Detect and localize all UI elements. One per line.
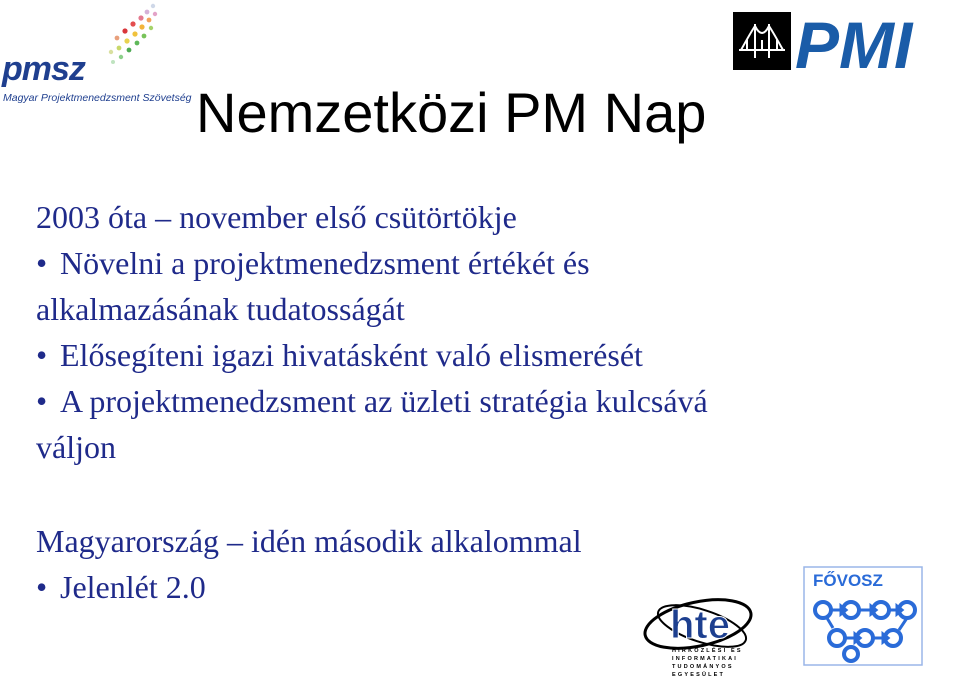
bullet-item-strategy (36, 378, 936, 424)
hte-subtitle-4: EGYESÜLET (672, 672, 726, 678)
hte-wordmark: hte (670, 603, 730, 647)
bullet-text: Jelenlét 2.0 (60, 569, 206, 605)
hte-subtitle-2: INFORMATIKAI (672, 656, 739, 662)
hte-logo (640, 590, 780, 681)
bullet-item-presence (36, 564, 936, 610)
bullet-icon: • (36, 245, 48, 281)
bullet-item-value (36, 240, 936, 286)
pmsz-dots-graphic (95, 0, 165, 70)
since-line: 2003 óta – november első csütörtökje (36, 199, 517, 235)
fovosz-logo (803, 566, 923, 666)
pmi-wordmark: PMI (795, 10, 913, 74)
hte-subtitle-1: HÍRKÖZLÉSI ÉS (672, 648, 743, 654)
bullet-icon: • (36, 337, 48, 373)
bullet-text: Elősegíteni igazi hivatásként való elismerését (60, 337, 643, 373)
pmi-logo (733, 10, 953, 74)
bullet-continuation: alkalmazásának tudatosságát (36, 291, 405, 327)
spacer (36, 470, 936, 518)
bullet-continuation: váljon (36, 429, 116, 465)
pmsz-subtitle: Magyar Projektmenedzsment Szövetség (3, 92, 192, 104)
hungary-line: Magyarország – idén második alkalommal (36, 523, 582, 559)
pmsz-logo (0, 0, 200, 110)
fovosz-wordmark: FŐVOSZ (813, 571, 883, 590)
bullet-text: Növelni a projektmenedzsment értékét és (60, 245, 590, 281)
bullet-item-recognition (36, 332, 936, 378)
slide-body (36, 194, 936, 610)
bullet-icon: • (36, 383, 48, 419)
slide-title: Nemzetközi PM Nap (196, 81, 707, 144)
bullet-icon: • (36, 569, 48, 605)
bullet-text: A projektmenedzsment az üzleti stratégia kulcsává (60, 383, 708, 419)
hte-subtitle-3: TUDOMÁNYOS (672, 664, 734, 670)
pmsz-wordmark: pmsz (2, 50, 85, 88)
